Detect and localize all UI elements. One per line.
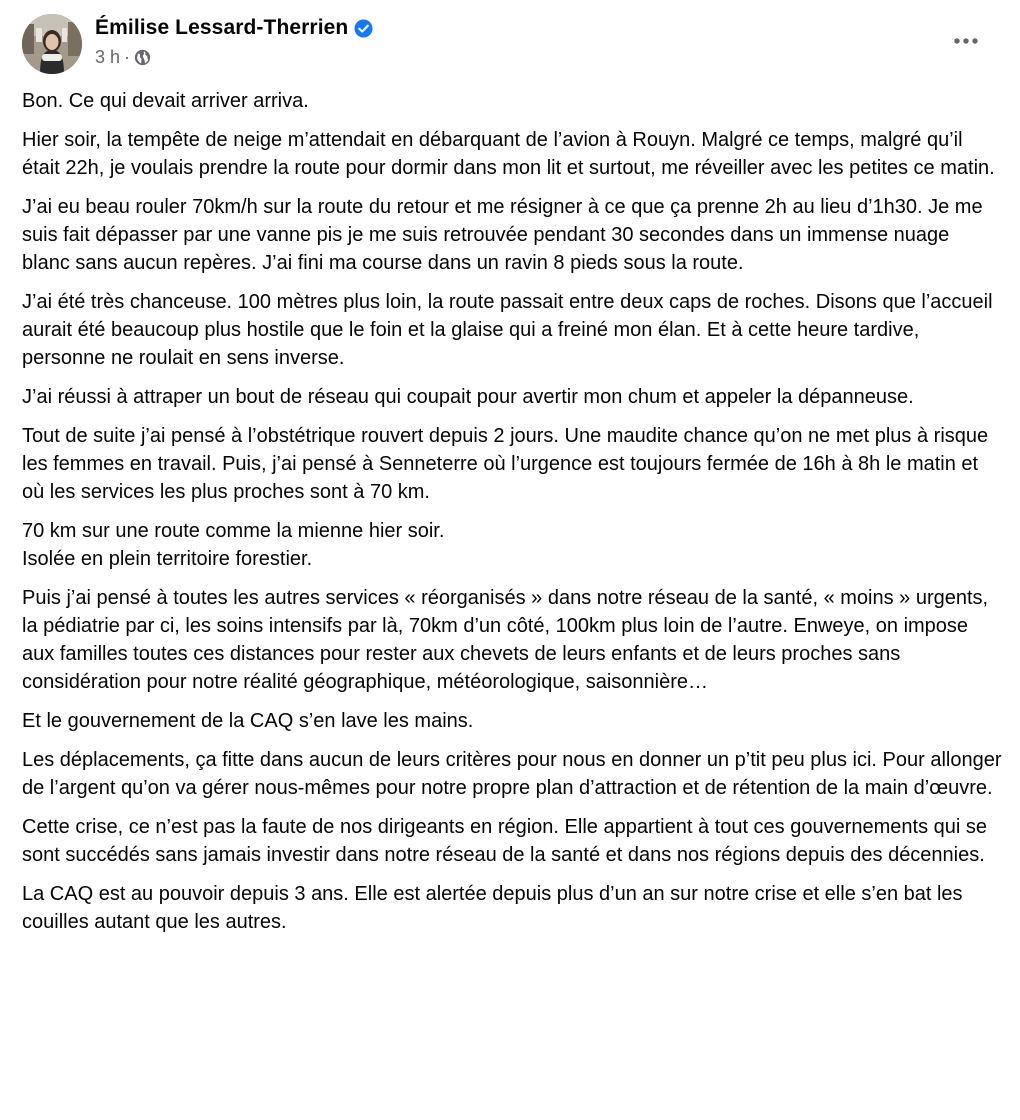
author-name[interactable]: Émilise Lessard-Therrien (95, 16, 349, 39)
post-body (22, 87, 1002, 947)
post-paragraph: J’ai été très chanceuse. 100 mètres plus loin, la route passait entre deux caps de roches. Disons que l’accueil aurait été beaucoup plus hostile que le foin et la glaise qui a freiné mon élan. Et à cette heure tardive, personne ne roulait en sens inverse. (22, 291, 993, 369)
post-meta (95, 44, 373, 70)
globe-icon[interactable] (134, 49, 151, 66)
post-timestamp[interactable]: 3 h (95, 46, 121, 67)
avatar[interactable] (22, 14, 82, 74)
post-paragraph: Cette crise, ce n’est pas la faute de nos dirigeants en région. Elle appartient à tout ces gouvernements qui se sont succédés sans jamais investir dans notre réseau de la santé et dans nos régions depuis des décennies. (22, 816, 988, 866)
meta-separator: · (124, 46, 131, 67)
post-paragraph: Tout de suite j’ai pensé à l’obstétrique rouvert depuis 2 jours. Une maudite chance qu’on ne met plus à risque les femmes en travail. Puis, j’ai pensé à Senneterre où l’urgence est toujours fermée de 16h à 8h le matin et où les services les plus proches sont à 70 km. (22, 425, 989, 503)
post-header (22, 12, 998, 76)
post-paragraph: Bon. Ce qui devait arriver arriva. (22, 90, 309, 112)
post-paragraph: Puis j’ai pensé à toutes les autres services « réorganisés » dans notre réseau de la santé, « moins » urgents, la pédiatrie par ci, les soins intensifs par là, 70km d’un côté, 100km plus loin de l’autre. Enweye, on impose aux familles toutes ces distances pour rester aux chevets de leurs enfants et de leurs proches sans considération pour notre réalité géographique, météorologique, saisonnière… (22, 587, 989, 693)
post-paragraph: 70 km sur une route comme la mienne hier soir. Isolée en plein territoire forestier. (22, 520, 445, 570)
more-options-button[interactable] (948, 26, 984, 56)
post-paragraph: Les déplacements, ça fitte dans aucun de leurs critères pour nous en donner un p’tit peu plus ici. Pour allonger de l’argent qu’on va gérer nous-mêmes pour notre propre plan d’attraction et de rétention de la main d’œuvre. (22, 749, 1002, 799)
post-paragraph: Hier soir, la tempête de neige m’attendait en débarquant de l’avion à Rouyn. Malgré ce temps, malgré qu’il était 22h, je voulais prendre la route pour dormir dans mon lit et surtout, me réveiller avec les petites ce matin. (22, 129, 995, 179)
verified-badge-icon (354, 19, 373, 38)
post-paragraph: La CAQ est au pouvoir depuis 3 ans. Elle est alertée depuis plus d’un an sur notre crise et elle s’en bat les couilles autant que les autres. (22, 883, 963, 933)
more-options-icon (953, 37, 979, 45)
post-paragraph: J’ai eu beau rouler 70km/h sur la route du retour et me résigner à ce que ça prenne 2h au lieu d’1h30. Je me suis fait dépasser par une vanne pis je me suis retrouvée pendant 30 secondes dans un immense nuage blanc sans aucun repères. J’ai fini ma course dans un ravin 8 pieds sous la route. (22, 196, 983, 274)
author-row (95, 12, 373, 44)
author-block (95, 12, 373, 70)
post-paragraph: J’ai réussi à attraper un bout de réseau qui coupait pour avertir mon chum et appeler la dépanneuse. (22, 386, 914, 408)
post-paragraph: Et le gouvernement de la CAQ s’en lave les mains. (22, 710, 474, 732)
